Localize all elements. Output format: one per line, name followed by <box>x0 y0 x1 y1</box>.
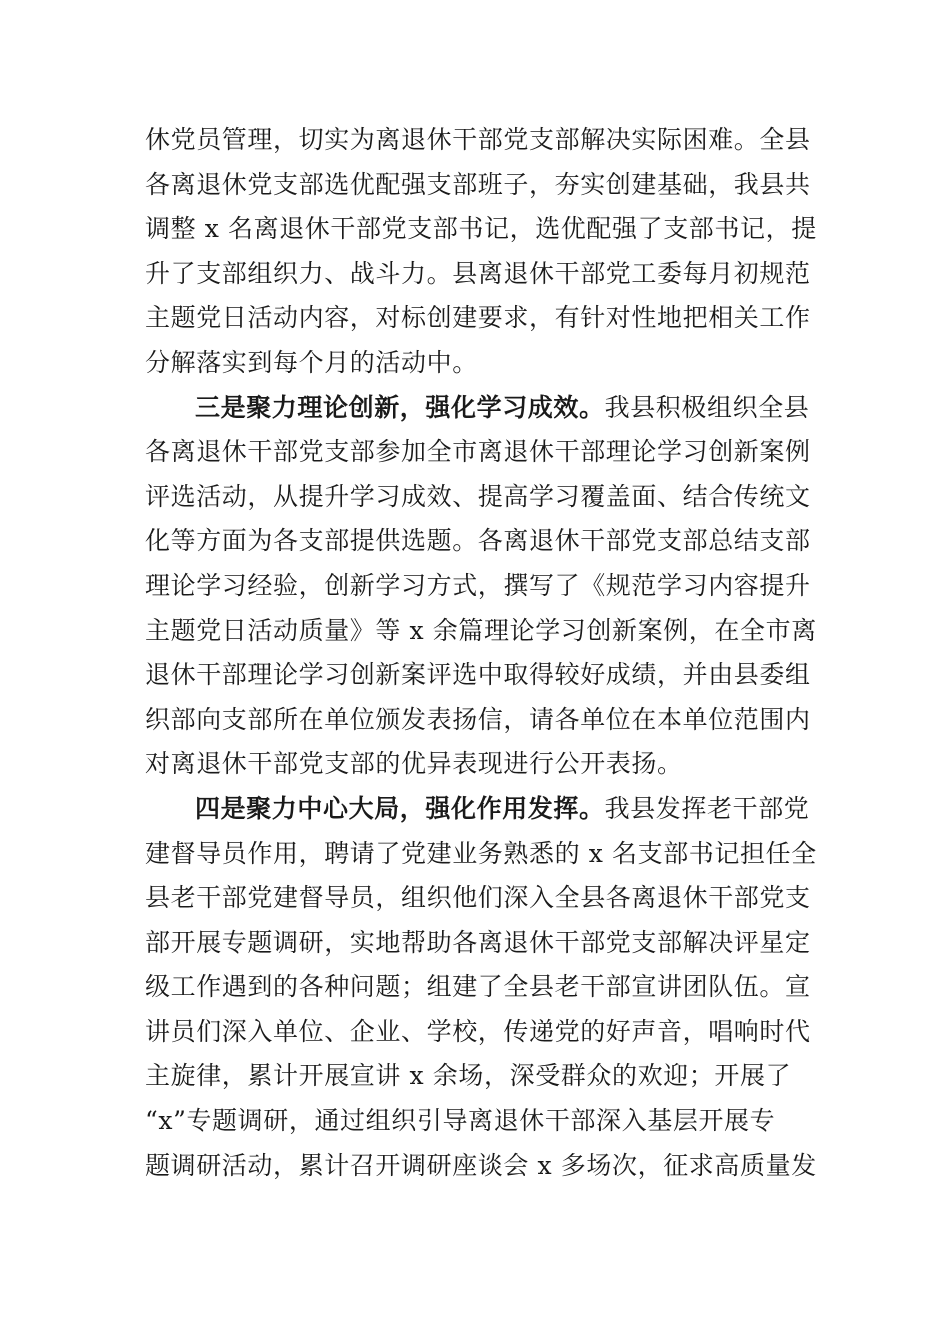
text-line: 织部向支部所在单位颁发表扬信，请各单位在本单位范围内 <box>145 704 811 734</box>
text-line: 各离退休党支部选优配强支部班子，夯实创建基础，我县共 <box>145 169 811 199</box>
text-line: “x”专题调研，通过组织引导离退休干部深入基层开展专 <box>145 1106 776 1136</box>
document-body <box>145 118 817 1188</box>
text-line: 题调研活动，累计召开调研座谈会 x 多场次，征求高质量发 <box>145 1150 817 1180</box>
text-line: 级工作遇到的各种问题；组建了全县老干部宣讲团队伍。宣 <box>145 972 811 1002</box>
text-run: 我县积极组织全县 <box>604 392 810 422</box>
text-line: 理论学习经验，创新学习方式，撰写了《规范学习内容提升 <box>145 570 811 600</box>
text-line: 调整 x 名离退休干部党支部书记，选优配强了支部书记，提 <box>145 214 817 244</box>
text-line: 升了支部组织力、战斗力。县离退休干部党工委每月初规范 <box>145 258 811 288</box>
text-line: 县老干部党建督导员，组织他们深入全县各离退休干部党支 <box>145 883 811 913</box>
text-line: 部开展专题调研，实地帮助各离退休干部党支部解决评星定 <box>145 927 811 957</box>
text-line: 主题党日活动质量》等 x 余篇理论学习创新案例，在全市离 <box>145 615 817 645</box>
paragraph-3 <box>145 787 817 1188</box>
text-line: 休党员管理，切实为离退休干部党支部解决实际困难。全县 <box>145 125 811 154</box>
text-line: 主题党日活动内容，对标创建要求，有针对性地把相关工作 <box>145 303 811 333</box>
text-line: 讲员们深入单位、企业、学校，传递党的好声音，唱响时代 <box>145 1016 811 1046</box>
paragraph-heading: 三是聚力理论创新，强化学习成效。 <box>195 392 605 422</box>
text-line: 主旋律，累计开展宣讲 x 余场，深受群众的欢迎；开展了 <box>145 1061 792 1091</box>
text-run: 我县发挥老干部党 <box>604 793 810 823</box>
paragraph-2 <box>145 386 817 787</box>
paragraph-heading: 四是聚力中心大局，强化作用发挥。 <box>195 793 605 823</box>
text-line: 分解落实到每个月的活动中。 <box>145 347 478 377</box>
text-line: 对离退休干部党支部的优异表现进行公开表扬。 <box>145 749 683 779</box>
paragraph-first-line <box>145 787 810 832</box>
text-line: 各离退休干部党支部参加全市离退休干部理论学习创新案例 <box>145 437 811 467</box>
text-line: 退休干部理论学习创新案评选中取得较好成绩，并由县委组 <box>145 660 811 690</box>
text-line: 建督导员作用，聘请了党建业务熟悉的 x 名支部书记担任全 <box>145 838 817 868</box>
paragraph-1 <box>145 118 817 386</box>
text-line: 化等方面为各支部提供选题。各离退休干部党支部总结支部 <box>145 526 811 556</box>
text-line: 评选活动，从提升学习成效、提高学习覆盖面、结合传统文 <box>145 481 811 511</box>
paragraph-first-line <box>145 386 810 431</box>
